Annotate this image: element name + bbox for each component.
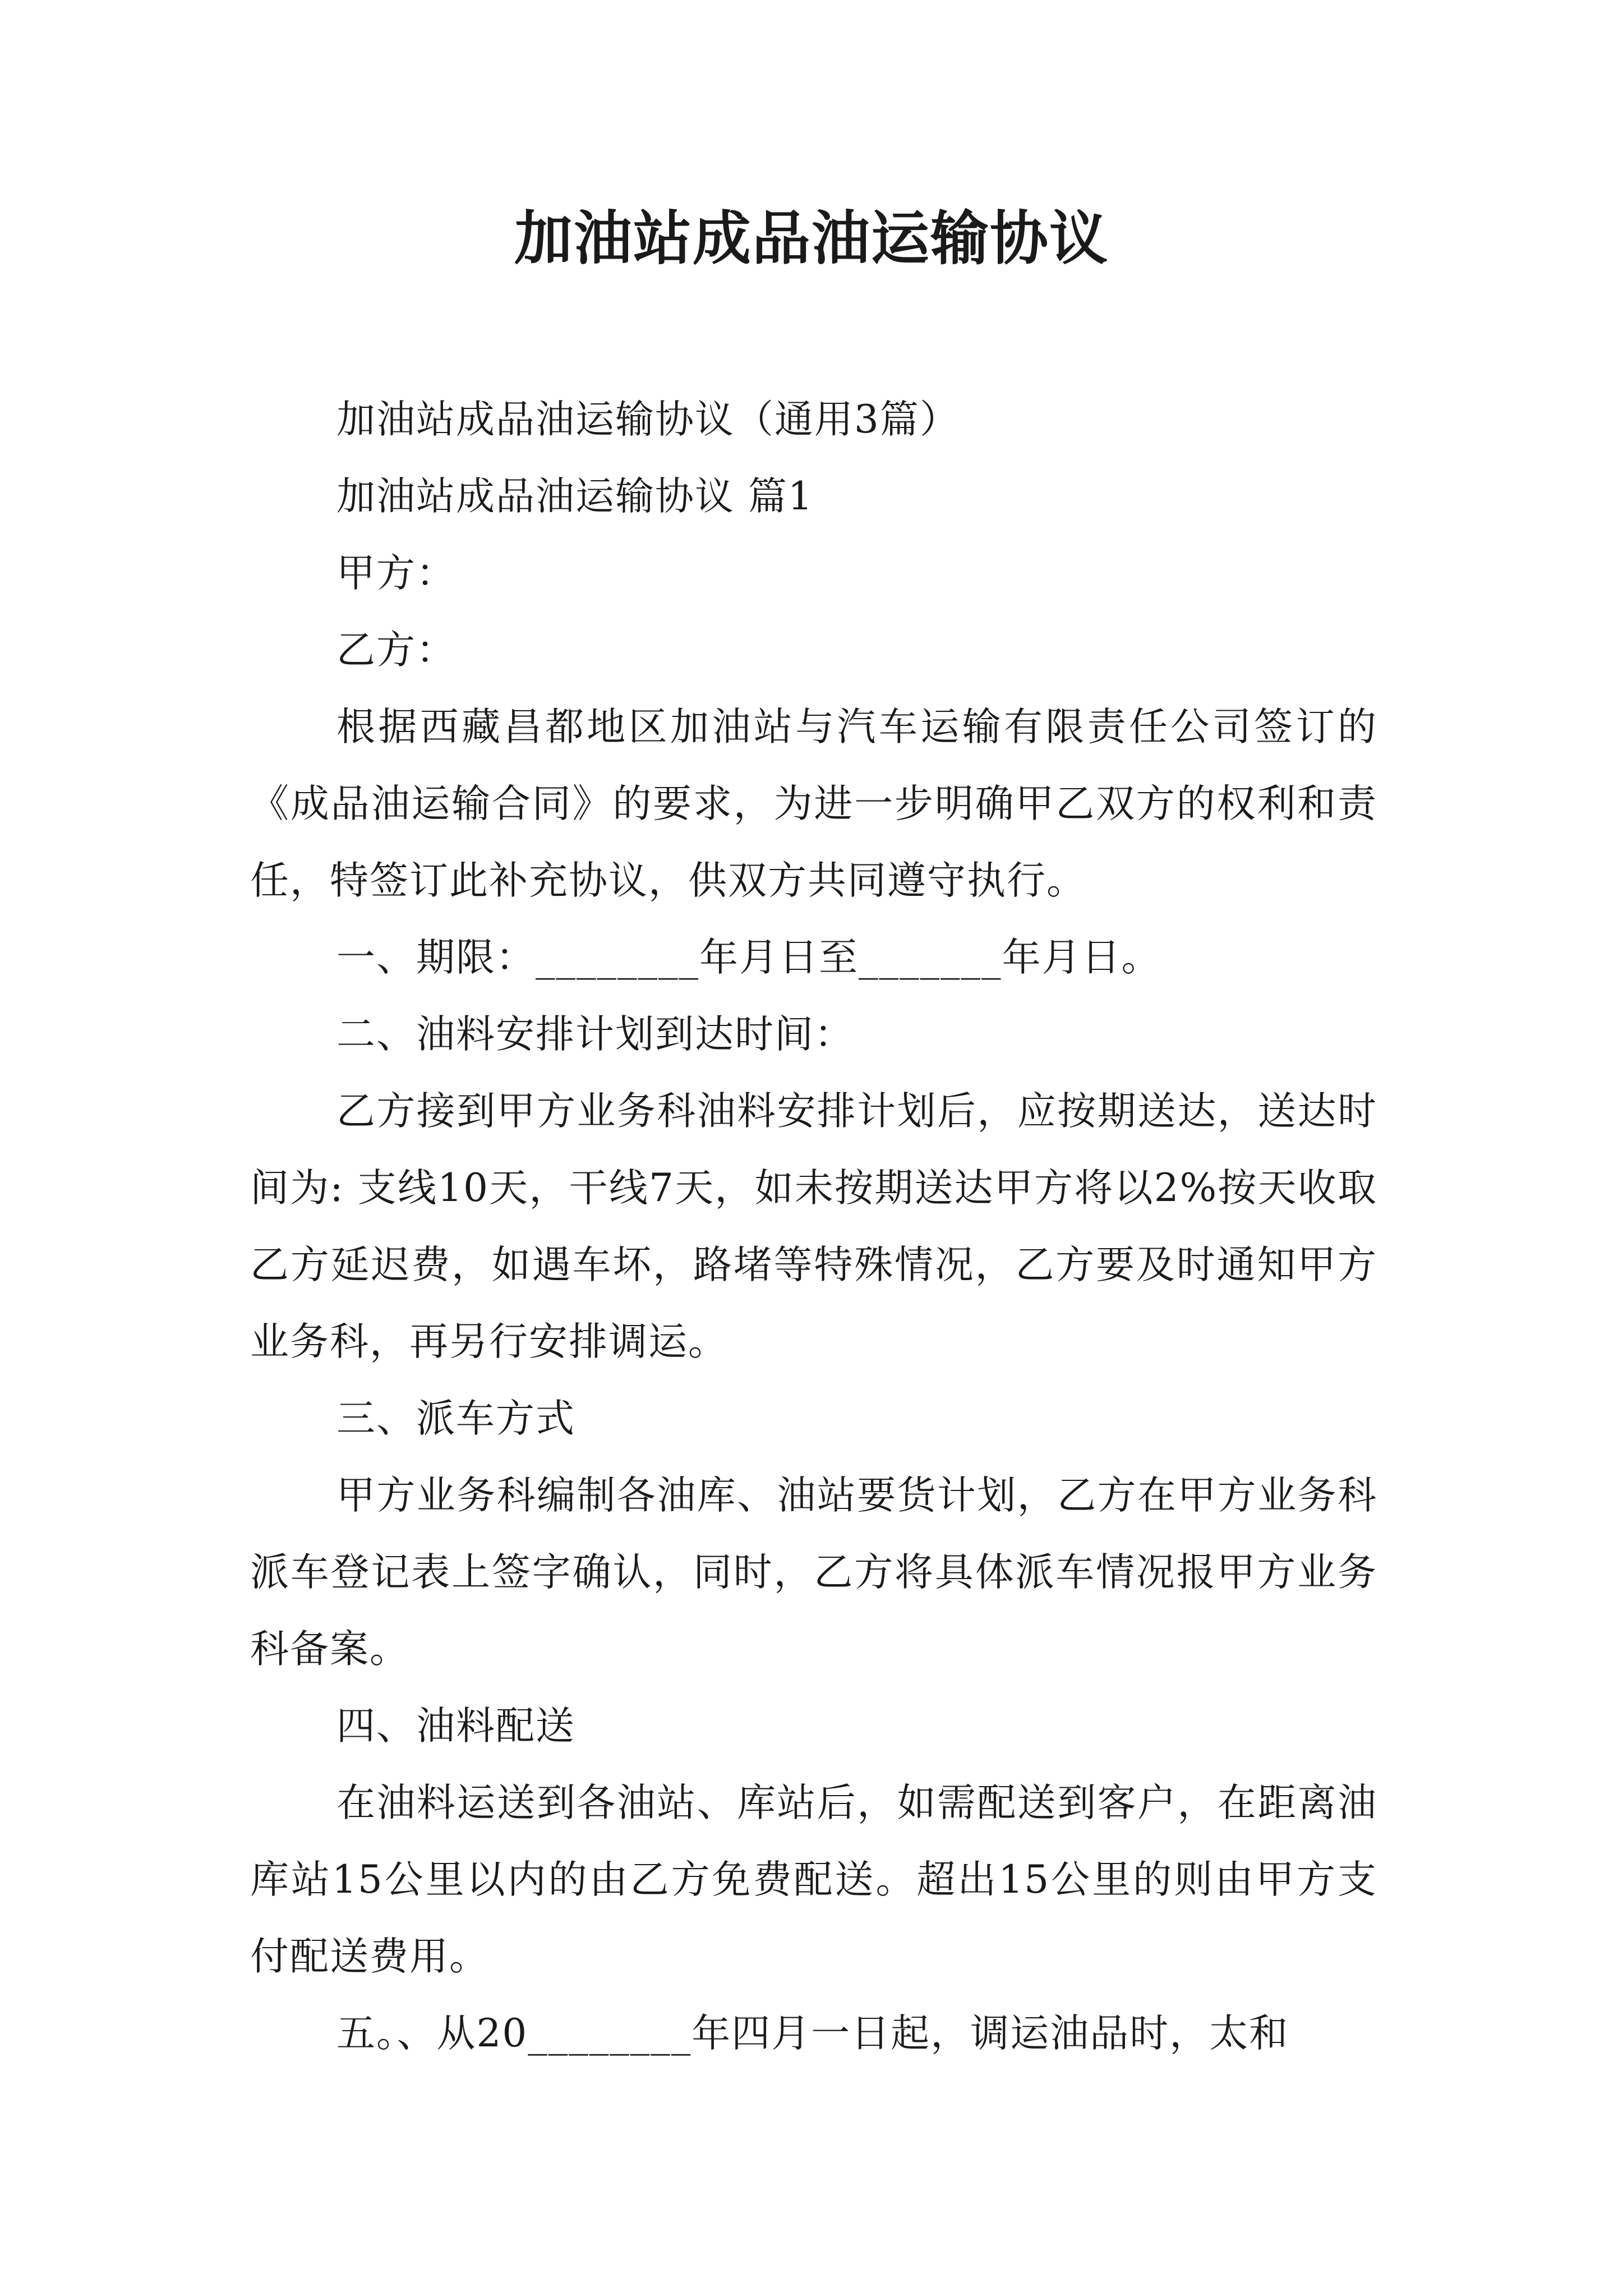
intro-paragraph: 根据西藏昌都地区加油站与汽车运输有限责任公司签订的《成品油运输合同》的要求，为进一步明确甲乙双方的权利和责任，特签订此补充协议，供双方共同遵守执行。 [250,705,1377,903]
party-b-line: 乙方： [336,628,456,673]
subtitle-paragraph: 加油站成品油运输协议（通用3篇） [336,397,960,442]
clause-dispatch-heading: 三、派车方式 [336,1396,575,1441]
clause-delivery-body: 在油料运送到各油站、库站后，如需配送到客户，在距离油库站15公里以内的由乙方免费配送。超出15公里的则由甲方支付配送费用。 [250,1780,1377,1979]
clause-term: 一、期限：________年月日至_______年月日。 [336,935,1161,980]
party-a-line: 甲方： [336,551,456,596]
document-body [250,381,1377,2072]
document-title: 加油站成品油运输协议 [514,204,1109,273]
clause-arrival-heading: 二、油料安排计划到达时间： [336,1012,854,1057]
clause-five-body: 五。、从20________年四月一日起，调运油品时，太和 [336,2011,1289,2056]
clause-dispatch-body: 甲方业务科编制各油库、油站要货计划，乙方在甲方业务科派车登记表上签字确认，同时，乙方将具体派车情况报甲方业务科备案。 [250,1473,1377,1672]
section-heading: 加油站成品油运输协议 篇1 [336,474,814,519]
clause-arrival-body: 乙方接到甲方业务科油料安排计划后，应按期送达，送达时间为: 支线10天，干线7天，如未按期送达甲方将以2%按天收取乙方延迟费，如遇车坏，路堵等特殊情况，乙方要及时通知甲方业务科，再另行安排调运。 [250,1089,1377,1364]
clause-delivery-heading: 四、油料配送 [336,1704,575,1749]
